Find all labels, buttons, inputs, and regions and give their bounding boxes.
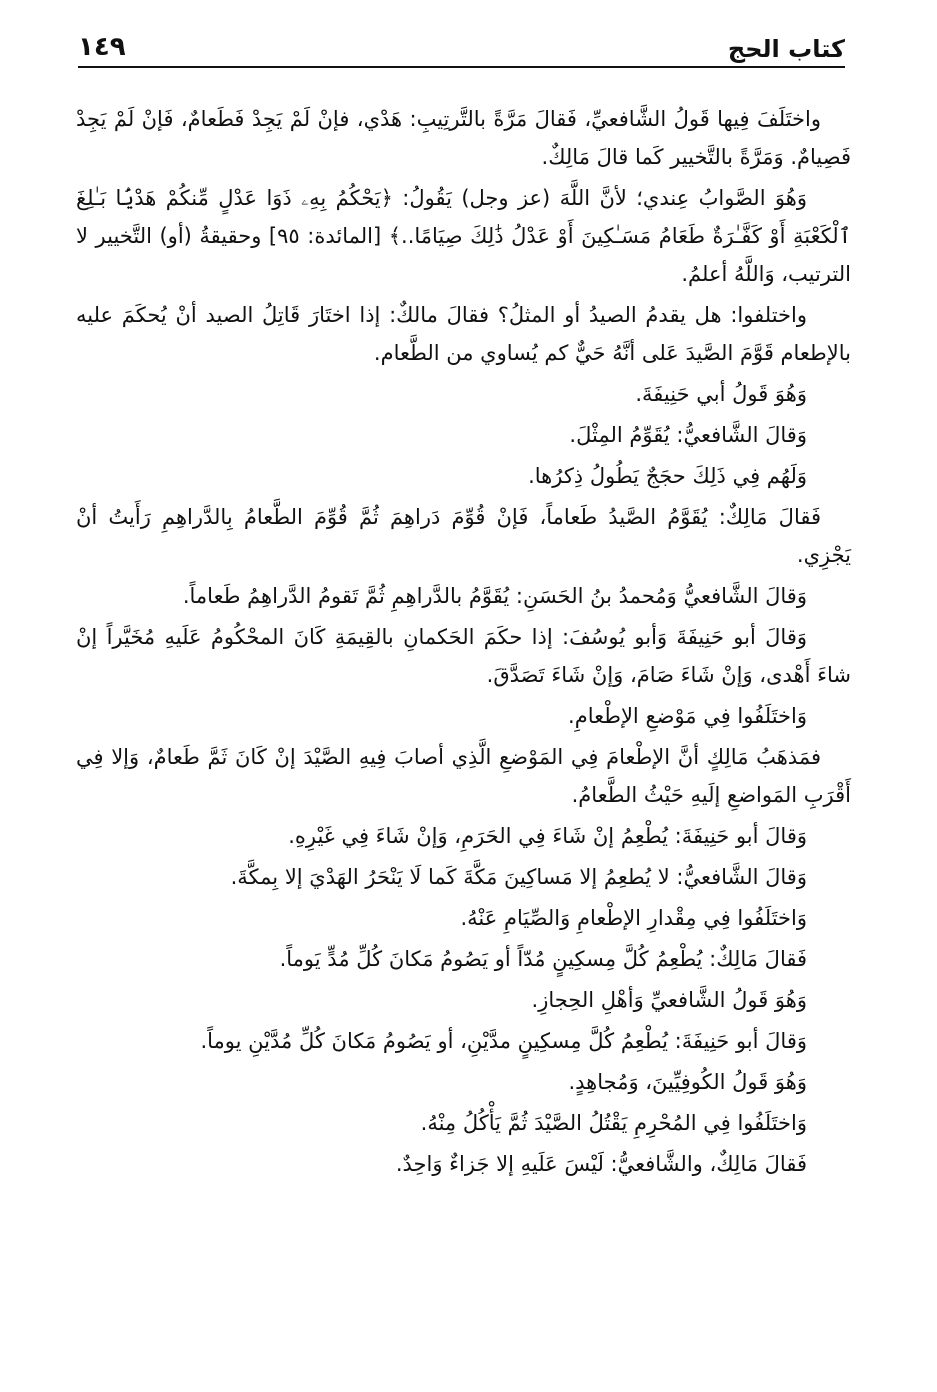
- paragraph: وَاختَلَفُوا فِي مِقْدارِ الإطْعامِ وَالصِّيَامِ عَنْهُ.: [460, 906, 807, 930]
- paragraph: واختَلَفَ فِيها قَولُ الشَّافعيِّ، فَقالَ مَرَّةً بالتَّرتِيبِ: هَدْي، فإنْ لَمْ يَجِدْ فَطَعامٌ، فَإنْ لَمْ يَجِدْ فَصِيامٌ. وَمَرَّةً بالتَّخيير كَما قالَ مَالِكٌ.: [76, 107, 851, 169]
- header-divider: [78, 66, 845, 68]
- paragraph: وَهُوَ قَولُ الكُوفِيِّينَ، وَمُجاهِدٍ.: [568, 1070, 807, 1094]
- paragraph: وَاختَلَفُوا فِي مَوْضعِ الإطْعامِ.: [568, 704, 807, 728]
- paragraph: وَقالَ أبو حَنِيفَةَ وَأبو يُوسُفَ: إذا حكَمَ الحَكمانِ بالقِيمَةِ كَانَ المحْكُومُ عَلَيهِ مُخَيَّراً إنْ شاءَ أَهْدى، وَإنْ شَاءَ صَامَ، وَإنْ شَاءَ تَصَدَّقَ.: [76, 625, 851, 687]
- paragraph: وَقالَ الشَّافعيُّ: يُقَوِّمُ المِثْلَ.: [569, 423, 807, 447]
- paragraph: وَقالَ الشَّافعيُّ وَمُحمدُ بنُ الحَسَنِ: يُقَوَّمُ بالدَّراهِمِ ثُمَّ تَقومُ الدَّراهِمُ طَعاماً.: [182, 584, 807, 608]
- chapter-title: كتاب الحج: [727, 35, 845, 63]
- paragraph: وَهُوَ الصَّوابُ عِندي؛ لأنَّ اللَّهَ (عز وجل) يَقُولُ: ﴿يَحْكُمُ بِهِۦ ذَوَا عَدْلٍ مِّنكُمْ هَدْيَۢا بَـٰلِغَ ٱلْكَعْبَةِ أَوْ كَفَّـٰرَةٌ طَعَامُ مَسَـٰكِينَ أَوْ عَدْلُ ذَٰلِكَ صِيَامًا..﴾ [المائدة: ٩٥] وحقيقةُ (أو) التَّخيير لا الترتيب، وَاللَّهُ أعلمُ.: [76, 186, 851, 286]
- page-number: ١٤٩: [78, 32, 126, 62]
- paragraph: فَقالَ مَالِكٌ: يُقَوَّمُ الصَّيدُ طَعاماً، فَإنْ قُوِّمَ دَراهِمَ ثُمَّ قُوِّمَ الطَّعامُ بِالدَّراهِمِ رَأَيتُ أنْ يَجْزِي.: [76, 505, 851, 567]
- paragraph: وَهُوَ قَولُ أبي حَنِيفَةَ.: [635, 382, 807, 406]
- paragraph: وَهُوَ قَولُ الشَّافعيِّ وَأهْلِ الحِجازِ.: [531, 988, 807, 1012]
- paragraph: وَاختَلَفُوا فِي المُحْرِمِ يَقْتُلُ الصَّيْدَ ثُمَّ يَأْكُلُ مِنْهُ.: [420, 1111, 807, 1135]
- paragraph: فَقالَ مَالِكٌ: يُطْعِمُ كُلَّ مِسكِينٍ مُدّاً أو يَصُومُ مَكانَ كُلِّ مُدٍّ يَوماً.: [279, 947, 807, 971]
- paragraph: وَقالَ أبو حَنِيفَةَ: يُطْعِمُ إنْ شَاءَ فِي الحَرَمِ، وَإنْ شَاءَ فِي غَيْرِهِ.: [288, 824, 807, 848]
- paragraph: وَقالَ الشَّافعيُّ: لا يُطعِمُ إلا مَساكِينَ مَكَّةَ كَما لَا يَنْحَرُ الهَدْيَ إلا بِمكَّةَ.: [230, 865, 807, 889]
- page-body: [76, 100, 851, 1186]
- paragraph: فمَذهَبُ مَالِكٍ أنَّ الإطْعامَ فِي المَوْضعِ الَّذِي أصابَ فِيهِ الصَّيْدَ إنْ كَانَ ثَمَّ طَعامٌ، وَإلا فِي أَقْرَبِ المَواضعِ إلَيهِ حَيْثُ الطَّعامُ.: [76, 745, 851, 807]
- paragraph: وَلَهُم فِي ذَلِكَ حجَجٌ يَطُولُ ذِكرُها.: [528, 464, 807, 488]
- paragraph: فَقالَ مَالِكٌ، والشَّافعيُّ: لَيْسَ عَلَيهِ إلا جَزاءٌ وَاحِدٌ.: [395, 1152, 807, 1176]
- paragraph: وَقالَ أبو حَنِيفَةَ: يُطْعِمُ كُلَّ مِسكِينٍ مدَّيْنِ، أو يَصُومُ مَكانَ كُلِّ مُدَّيْنِ يوماً.: [200, 1029, 807, 1053]
- paragraph: واختلفوا: هل يقدمُ الصيدُ أو المثلُ؟ فقالَ مالكٌ: إذا اختَارَ قَاتِلُ الصيد أنْ يُحكَمَ عليه بالإطعام قَوَّمَ الصَّيدَ عَلى أنَّهُ حَيٌّ كم يُساوي من الطَّعام.: [76, 303, 851, 365]
- page-header: [78, 26, 845, 74]
